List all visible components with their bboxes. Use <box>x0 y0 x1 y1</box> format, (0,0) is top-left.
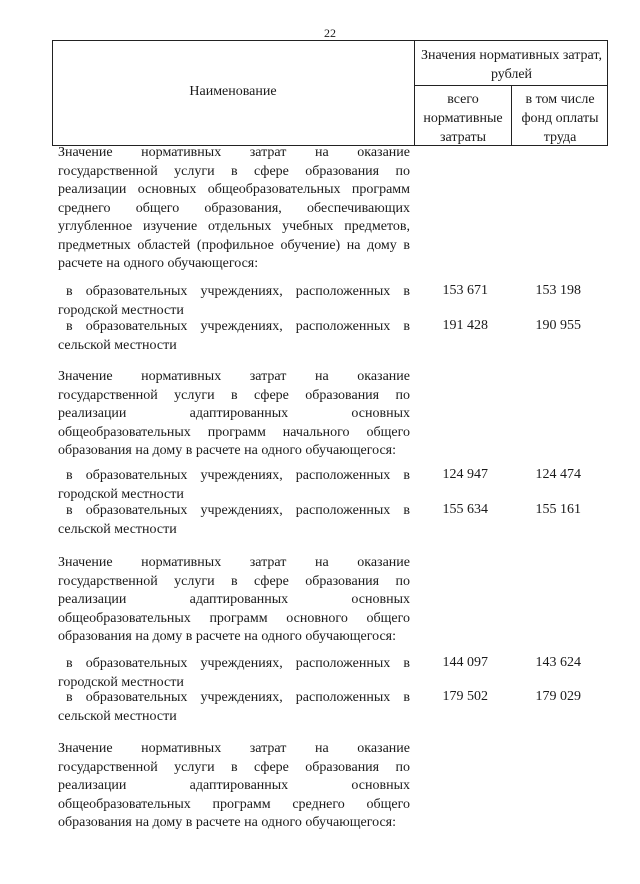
section-heading: Значение нормативных затрат на оказание государственной услуги в сфере образования по реализации адаптированных основных общеобразовательных программ основного общего образования на дому в расчете на одного обучающегося: <box>58 555 410 644</box>
row-label: в образовательных учреждениях, расположенных в сельской местности <box>58 690 410 724</box>
value-fund: 190 955 <box>535 318 581 333</box>
value-fund: 143 624 <box>535 655 581 670</box>
section-heading: Значение нормативных затрат на оказание государственной услуги в сфере образования по реализации основных общеобразовательных программ среднего общего образования, обеспечивающих углубленное изучение отдельных учебных предметов, предметных областей (профильное обучение) на дому в расчете на одного обучающегося: <box>58 145 410 271</box>
column-header-total: всего нормативные затраты <box>423 92 503 145</box>
row-label: в образовательных учреждениях, расположенных в городской местности <box>58 468 410 502</box>
row-label: в образовательных учреждениях, расположенных в городской местности <box>58 656 410 690</box>
value-total: 179 502 <box>442 689 488 704</box>
value-total: 191 428 <box>442 318 488 333</box>
row-label: в образовательных учреждениях, расположенных в сельской местности <box>58 319 410 353</box>
row-label: в образовательных учреждениях, расположенных в городской местности <box>58 284 410 318</box>
column-header-group: Значения нормативных затрат, рублей <box>421 48 602 82</box>
page-number: 22 <box>324 26 336 40</box>
value-fund: 124 474 <box>535 467 581 482</box>
value-total: 144 097 <box>442 655 488 670</box>
value-total: 124 947 <box>442 467 488 482</box>
section-heading: Значение нормативных затрат на оказание государственной услуги в сфере образования по реализации адаптированных основных общеобразовательных программ среднего общего образования на дому в расчете на одного обучающегося: <box>58 741 410 830</box>
section-heading: Значение нормативных затрат на оказание государственной услуги в сфере образования по реализации адаптированных основных общеобразовательных программ начального общего образования на дому в расчете на одного обучающегося: <box>58 369 410 458</box>
value-fund: 155 161 <box>535 502 581 517</box>
value-fund: 179 029 <box>535 689 581 704</box>
column-header-fund: в том числе фонд оплаты труда <box>521 92 599 145</box>
value-total: 153 671 <box>442 283 488 298</box>
value-fund: 153 198 <box>535 283 581 298</box>
column-header-name: Наименование <box>189 84 277 99</box>
value-total: 155 634 <box>442 502 488 517</box>
row-label: в образовательных учреждениях, расположенных в сельской местности <box>58 503 410 537</box>
